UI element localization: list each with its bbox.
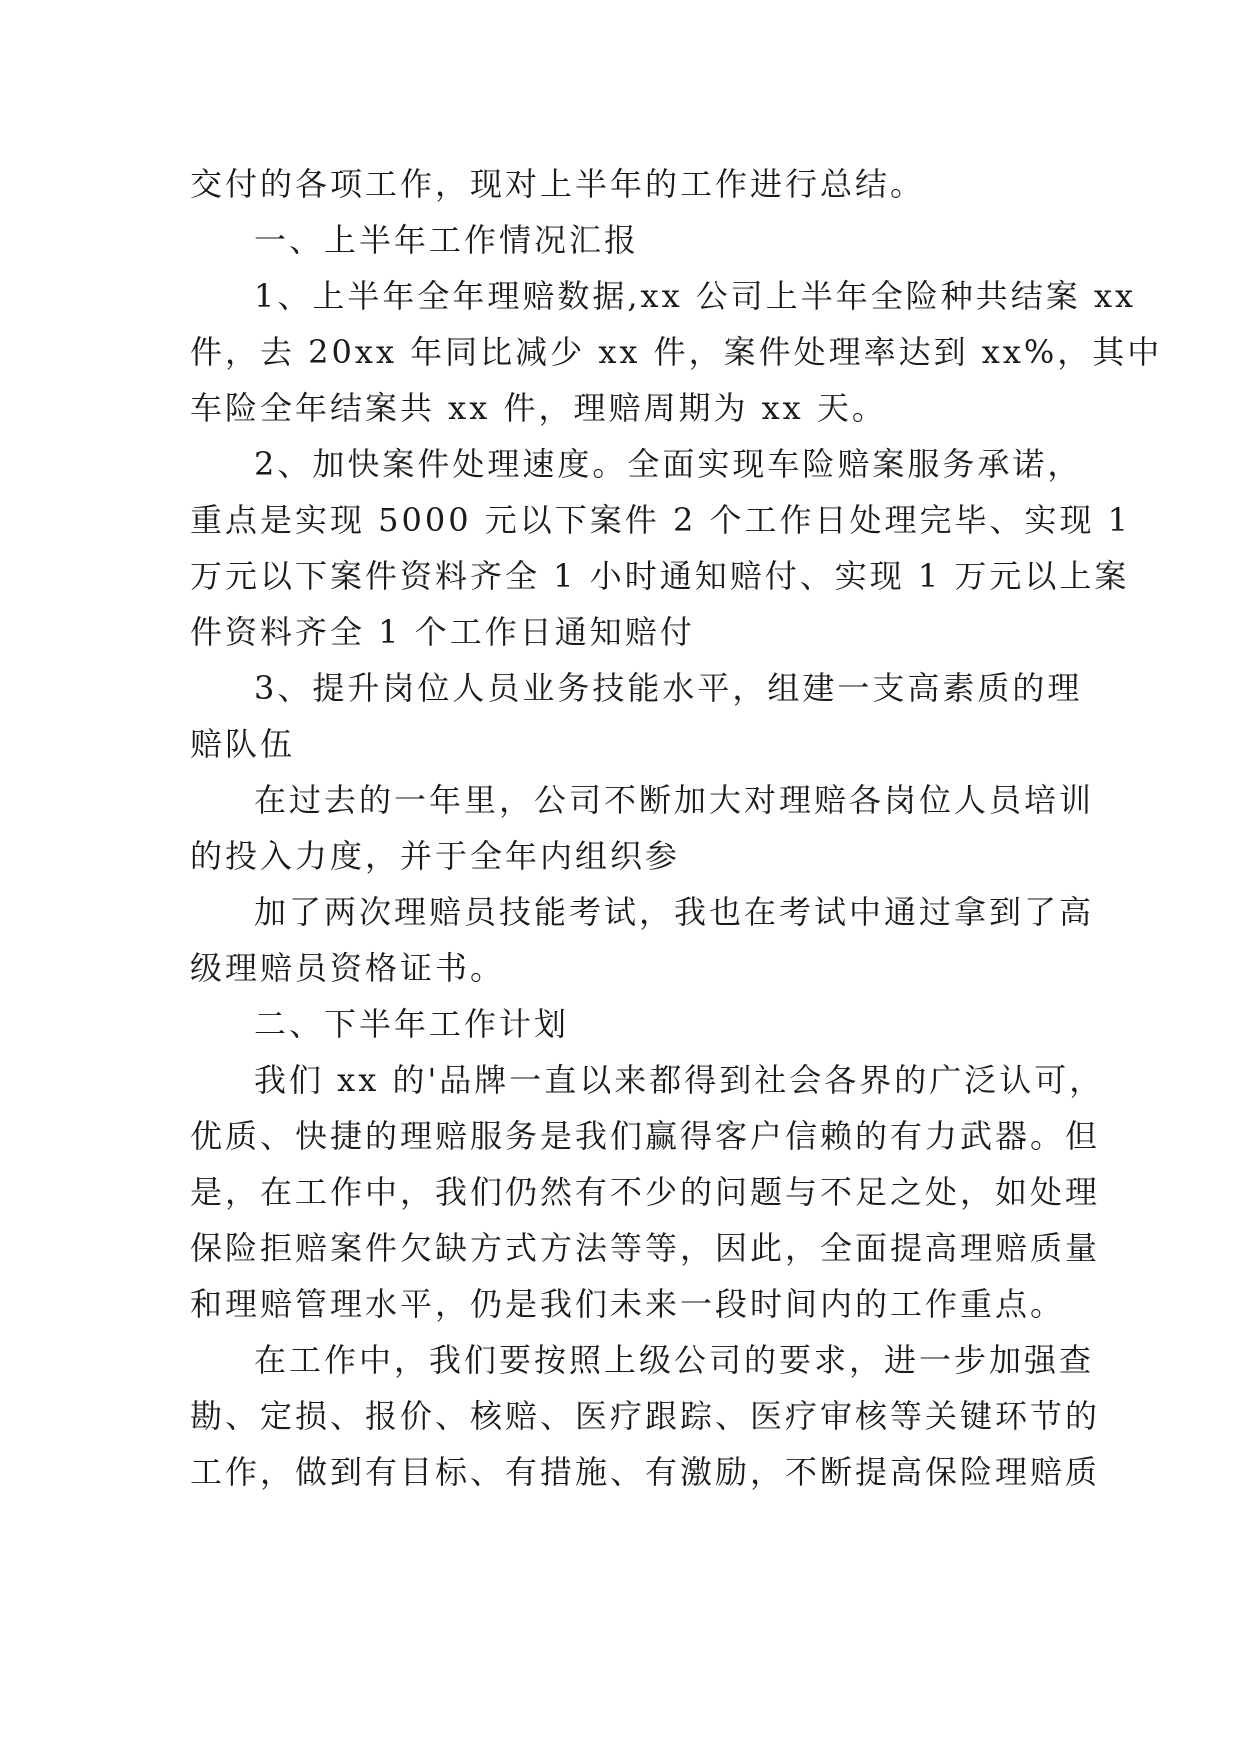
text-line-21: 和理赔管理水平，仍是我们未来一段时间内的工作重点。 (190, 1285, 1066, 1323)
text-line-7: 重点是实现 5000 元以下案件 2 个工作日处理完毕、实现 1 (190, 501, 1132, 539)
text-line-17: 我们 xx 的'品牌一直以来都得到社会各界的广泛认可， (254, 1061, 1105, 1099)
text-line-6: 2、加快案件处理速度。全面实现车险赔案服务承诺， (254, 445, 1083, 483)
text-line-5: 车险全年结案共 xx 件，理赔周期为 xx 天。 (190, 389, 887, 427)
text-line-22: 在工作中，我们要按照上级公司的要求，进一步加强查 (254, 1341, 1095, 1379)
text-line-24: 工作，做到有目标、有措施、有激励，不断提高保险理赔质 (190, 1453, 1101, 1491)
text-line-20: 保险拒赔案件欠缺方式方法等等，因此，全面提高理赔质量 (190, 1229, 1101, 1267)
text-line-3: 1、上半年全年理赔数据,xx 公司上半年全险种共结案 xx (254, 277, 1137, 315)
text-line-12: 在过去的一年里，公司不断加大对理赔各岗位人员培训 (254, 781, 1095, 819)
text-line-18: 优质、快捷的理赔服务是我们赢得客户信赖的有力武器。但 (190, 1117, 1101, 1155)
document-body (190, 156, 1163, 1500)
text-line-19: 是，在工作中，我们仍然有不少的问题与不足之处，如处理 (190, 1173, 1101, 1211)
text-line-4: 件，去 20xx 年同比减少 xx 件，案件处理率达到 xx%，其中 (190, 333, 1163, 371)
section-heading-2: 二、下半年工作计划 (254, 1005, 570, 1043)
section-heading-1: 一、上半年工作情况汇报 (254, 221, 640, 259)
text-line-10: 3、提升岗位人员业务技能水平，组建一支高素质的理 (254, 669, 1083, 707)
text-line-11: 赔队伍 (190, 725, 296, 763)
text-line-15: 级理赔员资格证书。 (190, 949, 506, 987)
text-line-14: 加了两次理赔员技能考试，我也在考试中通过拿到了高 (254, 893, 1095, 931)
text-line-9: 件资料齐全 1 个工作日通知赔付 (190, 613, 695, 651)
text-line-23: 勘、定损、报价、核赔、医疗跟踪、医疗审核等关键环节的 (190, 1397, 1101, 1435)
text-line-8: 万元以下案件资料齐全 1 小时通知赔付、实现 1 万元以上案 (190, 557, 1130, 595)
text-line-1: 交付的各项工作，现对上半年的工作进行总结。 (190, 165, 926, 203)
text-line-13: 的投入力度，并于全年内组织参 (190, 837, 681, 875)
